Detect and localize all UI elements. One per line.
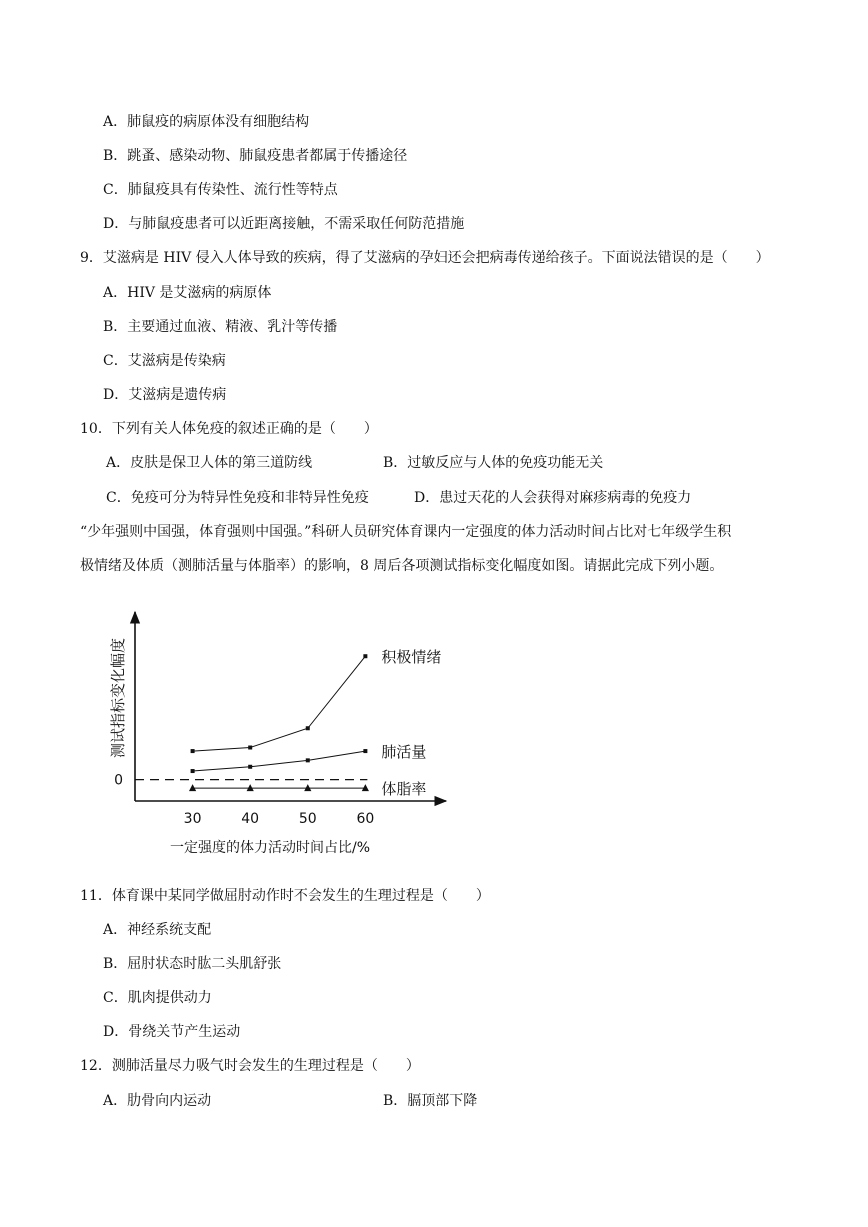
q8-option-c: C．肺鼠疫具有传染性、流行性等特点 <box>103 182 338 198</box>
series-line <box>193 656 366 751</box>
x-tick-label: 40 <box>241 811 260 827</box>
q8-option-a: A．肺鼠疫的病原体没有细胞结构 <box>103 114 310 130</box>
q9-option-c: C．艾滋病是传染病 <box>103 353 226 369</box>
series-label: 积极情绪 <box>381 648 442 667</box>
y-tick-label: 0 <box>114 772 123 789</box>
series-line <box>193 751 366 771</box>
data-point <box>362 784 369 791</box>
data-point <box>306 726 310 730</box>
q11-stem: 11．体育课中某同学做屈肘动作时不会发生的生理过程是（ ） <box>80 888 490 904</box>
line-chart <box>100 600 480 870</box>
x-axis-label: 一定强度的体力活动时间占比/% <box>169 840 371 856</box>
x-tick-label: 50 <box>298 811 317 827</box>
data-point <box>191 749 195 753</box>
x-tick-label: 30 <box>183 811 202 827</box>
data-point <box>248 765 252 769</box>
q8-option-b: B．跳蚤、感染动物、肺鼠疫患者都属于传播途径 <box>103 148 408 164</box>
q11-option-c: C．肌肉提供动力 <box>103 990 212 1006</box>
series-label: 肺活量 <box>381 743 427 762</box>
q8-option-d: D．与肺鼠疫患者可以近距离接触，不需采取任何防范措施 <box>103 216 465 232</box>
y-axis-label: 测试指标变化幅度 <box>109 637 127 759</box>
q11-option-d: D．骨绕关节产生运动 <box>103 1024 241 1040</box>
data-point <box>189 784 196 791</box>
passage-line-2: 极情绪及体质（测肺活量与体脂率）的影响，8 周后各项测试指标变化幅度如图。请据此完成下列小题。 <box>80 558 724 574</box>
q10-option-a: A．皮肤是保卫人体的第三道防线 <box>106 455 313 471</box>
q10-option-d: D．患过天花的人会获得对麻疹病毒的免疫力 <box>414 490 692 506</box>
q10-option-b: B．过敏反应与人体的免疫功能无关 <box>383 455 604 471</box>
q9-stem: 9．艾滋病是 HIV 侵入人体导致的疾病，得了艾滋病的孕妇还会把病毒传递给孩子。下面说法错误的是（ ） <box>80 250 770 266</box>
data-point <box>306 758 310 762</box>
q11-option-a: A．神经系统支配 <box>103 922 212 938</box>
x-tick-label: 60 <box>356 811 375 827</box>
q12-stem: 12．测肺活量尽力吸气时会发生的生理过程是（ ） <box>80 1058 420 1074</box>
data-point <box>304 784 311 791</box>
data-point <box>247 784 254 791</box>
data-point <box>363 749 367 753</box>
q12-option-a: A．肋骨向内运动 <box>103 1093 212 1109</box>
data-point <box>363 654 367 658</box>
q10-stem: 10．下列有关人体免疫的叙述正确的是（ ） <box>80 421 378 437</box>
q11-option-b: B．屈肘状态时肱二头肌舒张 <box>103 956 282 972</box>
q10-option-c: C．免疫可分为特异性免疫和非特异性免疫 <box>106 490 369 506</box>
q9-option-b: B．主要通过血液、精液、乳汁等传播 <box>103 319 338 335</box>
series-label: 体脂率 <box>381 780 427 799</box>
data-point <box>248 746 252 750</box>
data-point <box>191 769 195 773</box>
q9-option-a: A．HIV 是艾滋病的病原体 <box>103 285 272 301</box>
q9-option-d: D．艾滋病是遗传病 <box>103 387 227 403</box>
passage-line-1: “少年强则中国强，体育强则中国强。”科研人员研究体育课内一定强度的体力活动时间占比对七年级学生积 <box>80 524 732 540</box>
q12-option-b: B．膈顶部下降 <box>383 1093 478 1109</box>
